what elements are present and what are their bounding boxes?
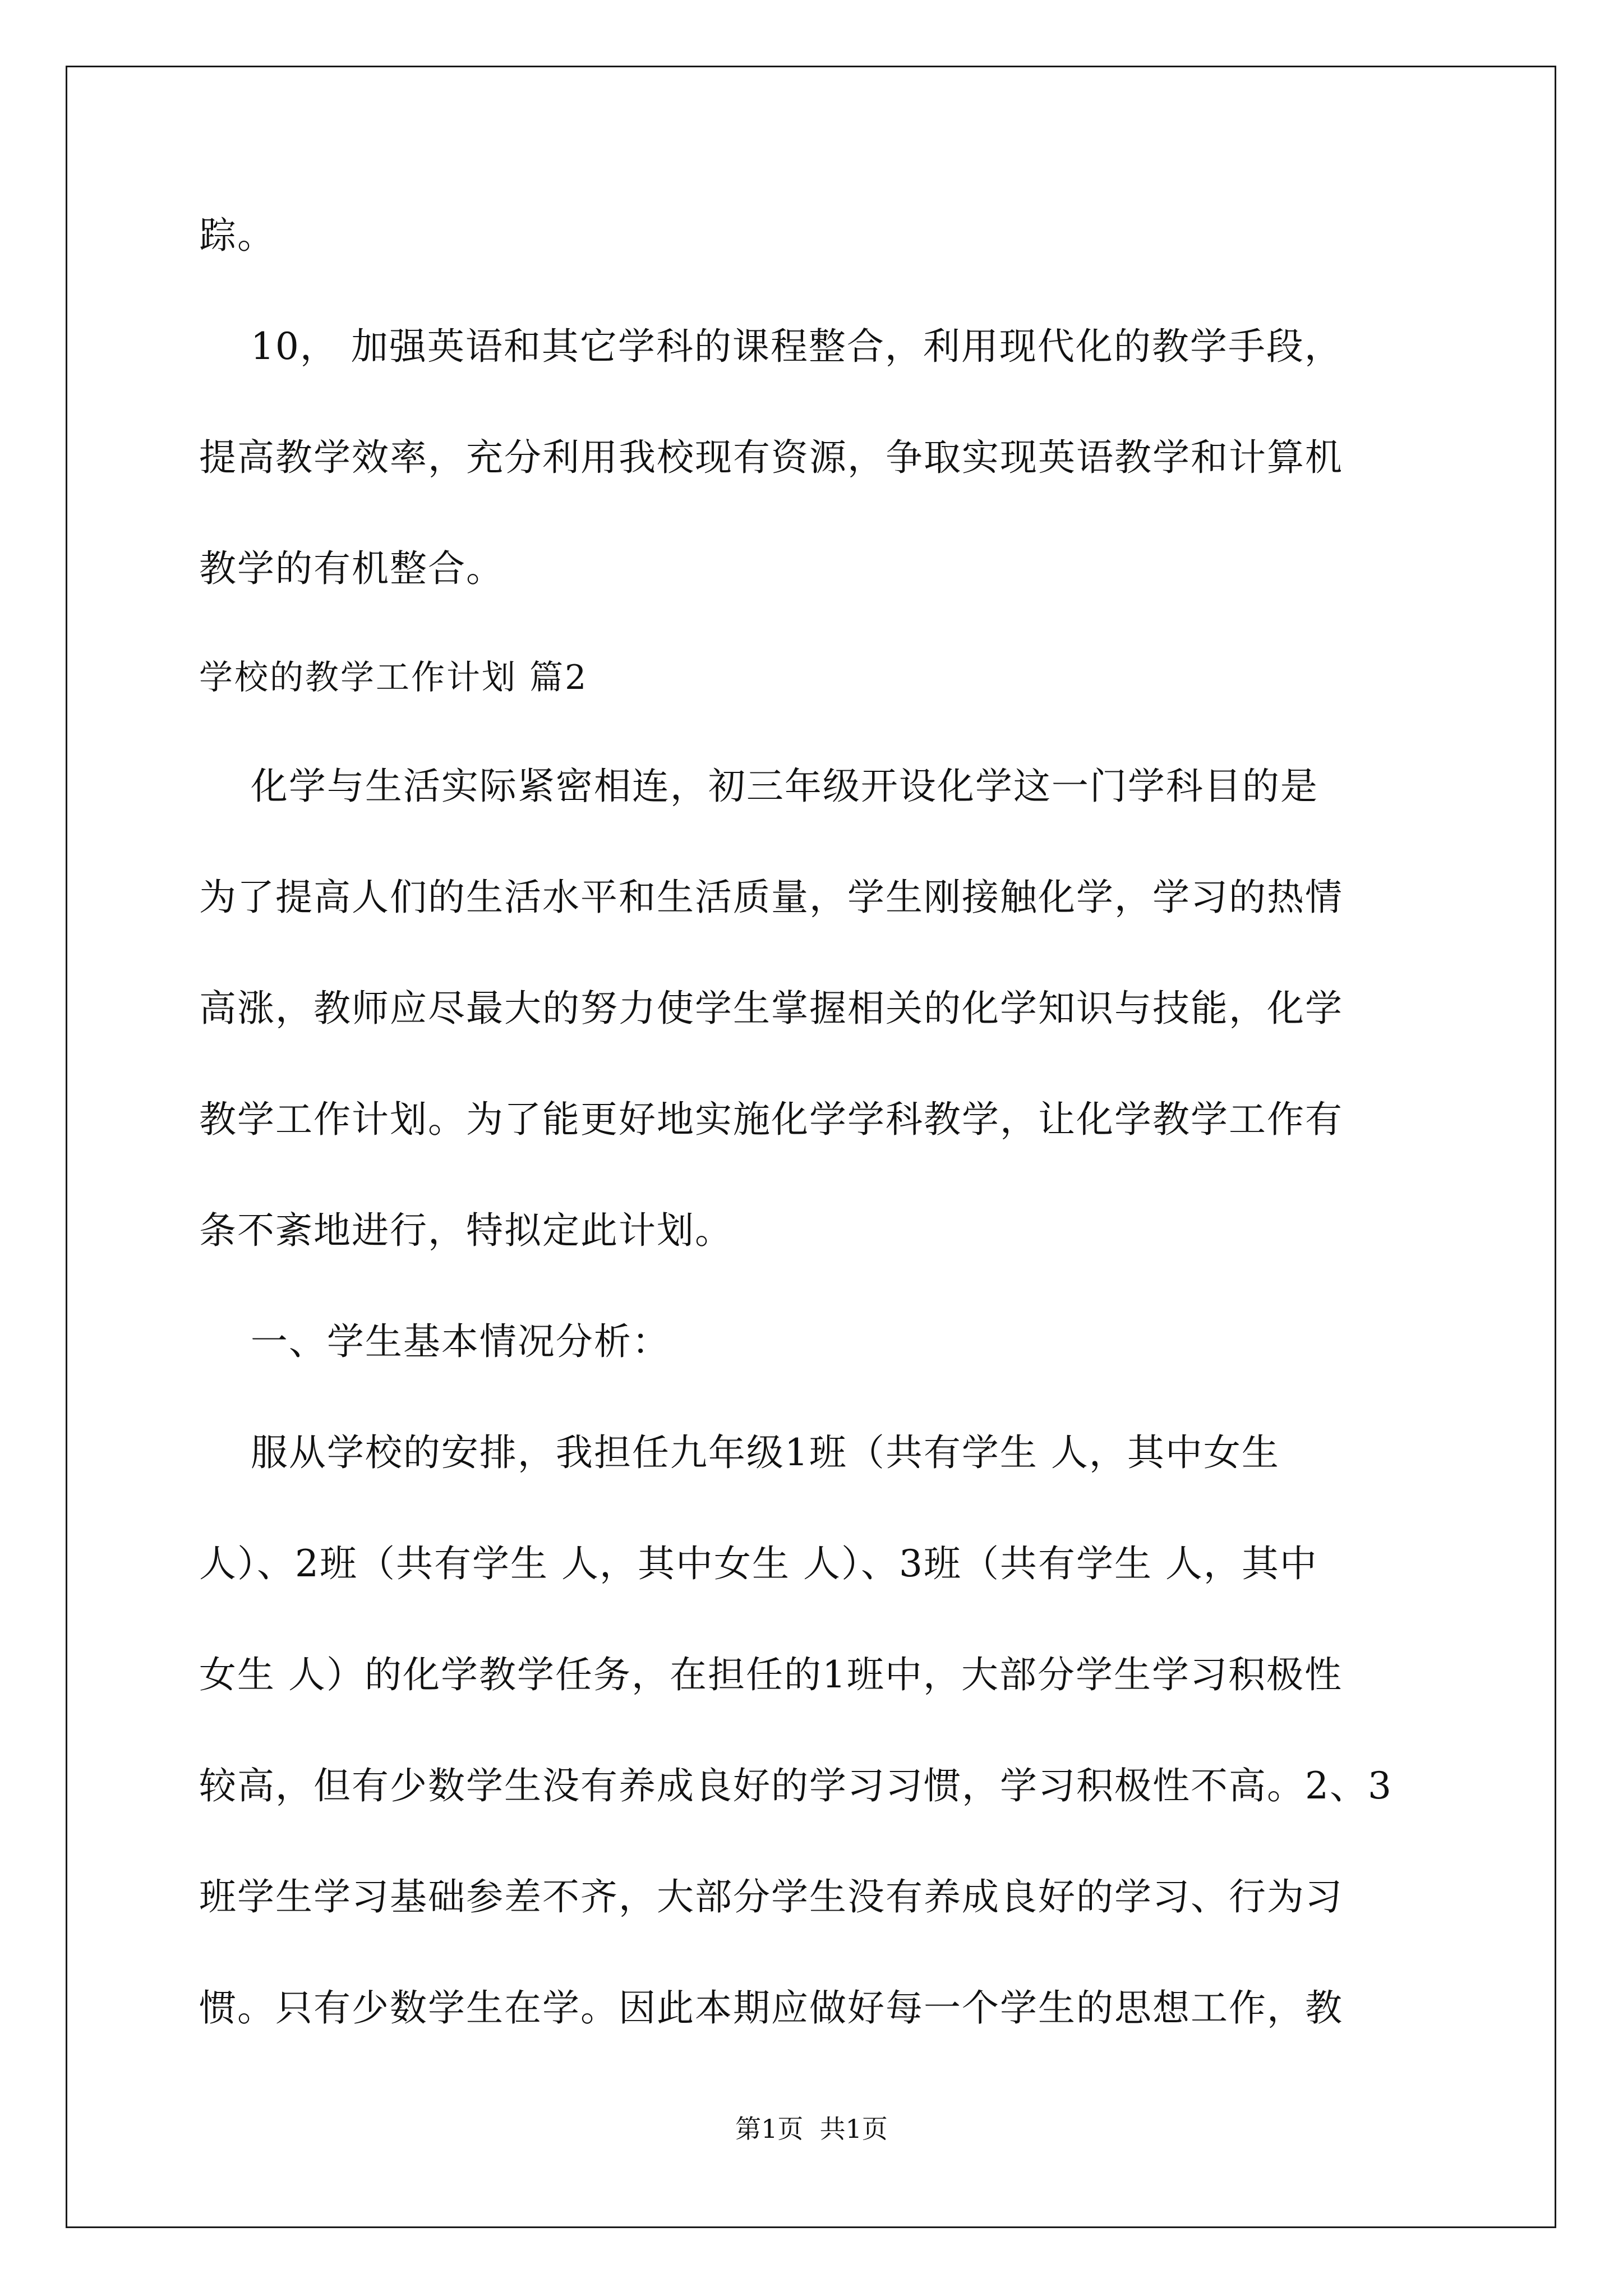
page-footer: 第1页 共1页	[735, 2114, 888, 2144]
section-heading: 学校的教学工作计划 篇2	[199, 658, 588, 697]
text-line: 提高教学效率，充分利用我校现有资源，争取实现英语教学和计算机	[199, 436, 1343, 479]
text-line: 为了提高人们的生活水平和生活质量，学生刚接触化学，学习的热情	[199, 876, 1343, 919]
text-line: 人）、2班（共有学生 人，其中女生 人）、3班（共有学生 人，其中	[199, 1542, 1318, 1585]
text-line: 条不紊地进行，特拟定此计划。	[199, 1209, 733, 1252]
text-line: 惯。只有少数学生在学。因此本期应做好每一个学生的思想工作，教	[199, 1986, 1343, 2030]
text-line: 10， 加强英语和其它学科的课程整合，利用现代化的教学手段，	[199, 325, 1343, 368]
text-line: 高涨，教师应尽最大的努力使学生掌握相关的化学知识与技能，化学	[199, 987, 1343, 1030]
text-line: 女生 人）的化学教学任务，在担任的1班中，大部分学生学习积极性	[199, 1653, 1343, 1696]
text-line: 教学工作计划。为了能更好地实施化学学科教学，让化学教学工作有	[199, 1098, 1343, 1141]
text-line: 一、学生基本情况分析：	[199, 1320, 670, 1363]
text-line: 班学生学习基础参差不齐，大部分学生没有养成良好的学习、行为习	[199, 1875, 1343, 1918]
text-line: 较高，但有少数学生没有养成良好的学习习惯，学习积极性不高。2、3	[199, 1764, 1393, 1807]
text-line: 教学的有机整合。	[199, 547, 504, 590]
text-line: 踪。	[199, 214, 275, 257]
text-line: 化学与生活实际紧密相连，初三年级开设化学这一门学科目的是	[199, 765, 1318, 808]
text-line: 服从学校的安排，我担任九年级1班（共有学生 人，其中女生	[199, 1431, 1280, 1474]
